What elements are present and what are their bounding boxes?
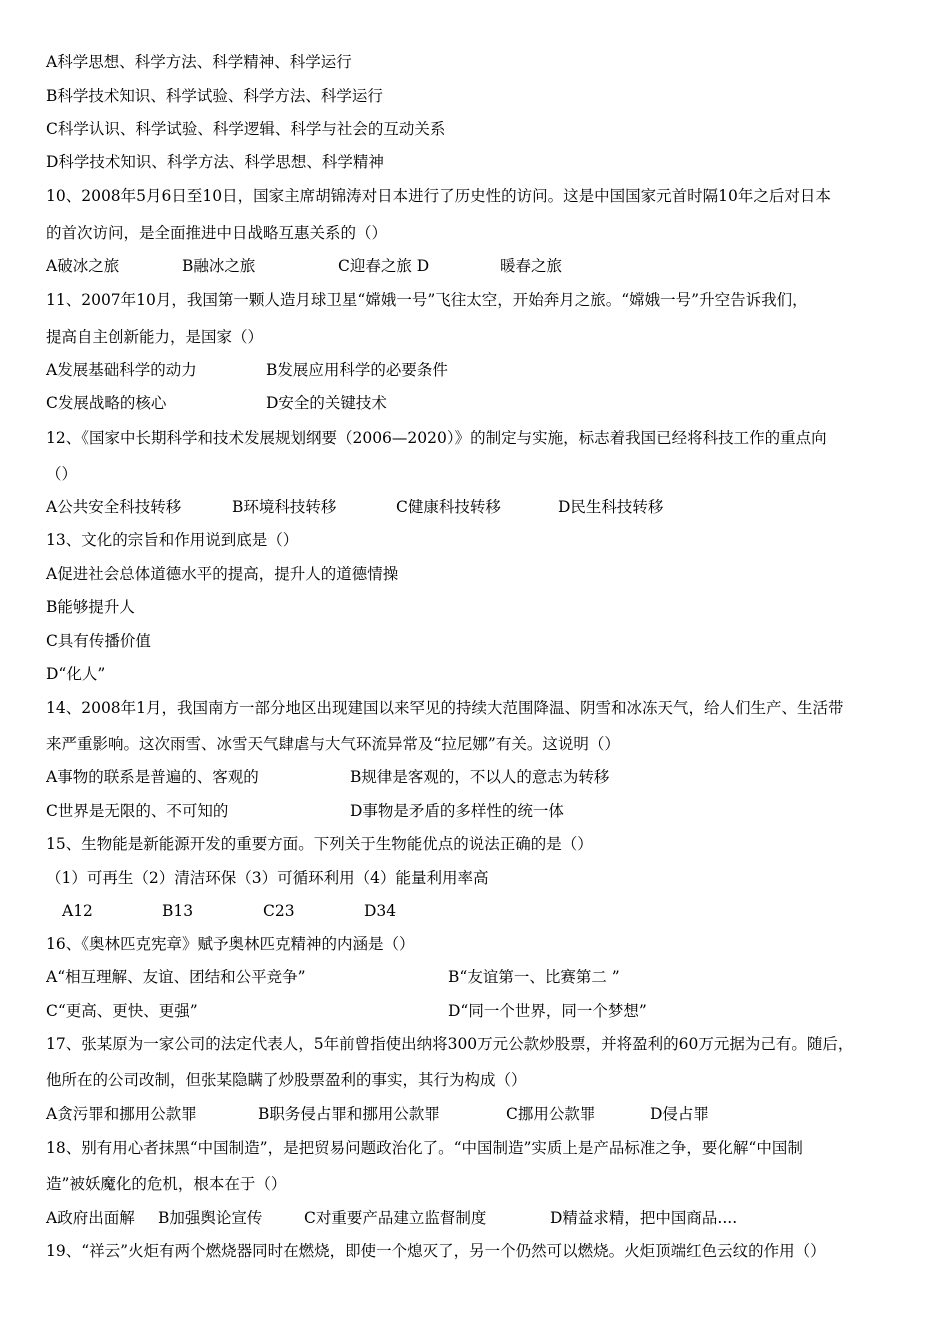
q15-option-b: B13 [162, 902, 194, 920]
q16-option-b: B“友谊第一、比赛第二 ” [448, 968, 620, 986]
option-b: B科学技术知识、科学试验、科学方法、科学运行 [46, 87, 383, 105]
question-12-text-cont: （） [46, 465, 78, 483]
q15-option-d: D34 [364, 902, 397, 920]
question-11-text: 11、2007年10月，我国第一颗人造月球卫星“嫦娥一号”飞往太空，开始奔月之旅。“嫦娥一号”升空告诉我们， [46, 291, 808, 309]
q16-option-c: C“更高、更快、更强” [46, 1002, 198, 1020]
q18-option-a: A政府出面解 [46, 1209, 135, 1227]
q12-option-c: C健康科技转移 [396, 498, 501, 516]
q15-option-c: C23 [263, 902, 295, 920]
question-17-text: 17、张某原为一家公司的法定代表人，5年前曾指使出纳将300万元公款炒股票，并将盈利的60万元据为己有。随后， [46, 1035, 854, 1053]
q18-option-c: C对重要产品建立监督制度 [304, 1209, 487, 1227]
q16-option-a: A“相互理解、友谊、团结和公平竞争” [46, 968, 306, 986]
question-10-text: 10、2008年5月6日至10日，国家主席胡锦涛对日本进行了历史性的访问。这是中国国家元首时隔10年之后对日本 [46, 187, 831, 205]
q11-option-c: C发展战略的核心 [46, 394, 167, 412]
q11-option-d: D安全的关键技术 [266, 394, 387, 412]
q11-option-b: B发展应用科学的必要条件 [266, 361, 448, 379]
question-18-text: 18、别有用心者抹黑“中国制造”，是把贸易问题政治化了。“中国制造”实质上是产品标准之争，要化解“中国制 [46, 1139, 803, 1157]
question-13-text: 13、文化的宗旨和作用说到底是（） [46, 531, 299, 549]
q14-option-b: B规律是客观的，不以人的意志为转移 [350, 768, 610, 786]
q12-option-d: D民生科技转移 [558, 498, 664, 516]
question-19-text: 19、“祥云”火炬有两个燃烧器同时在燃烧，即使一个熄灭了，另一个仍然可以燃烧。火炬顶端红色云纹的作用（） [46, 1242, 826, 1260]
option-d: D科学技术知识、科学方法、科学思想、科学精神 [46, 153, 384, 171]
q13-option-a: A促进社会总体道德水平的提高，提升人的道德情操 [46, 565, 399, 583]
option-a: A科学思想、科学方法、科学精神、科学运行 [46, 53, 352, 71]
q13-option-c: C具有传播价值 [46, 632, 151, 650]
q14-option-c: C世界是无限的、不可知的 [46, 802, 229, 820]
question-15-items: （1）可再生（2）清洁环保（3）可循环利用（4）能量利用率高 [46, 869, 489, 887]
option-c: C科学认识、科学试验、科学逻辑、科学与社会的互动关系 [46, 120, 446, 138]
q12-option-a: A公共安全科技转移 [46, 498, 182, 516]
q11-option-a: A发展基础科学的动力 [46, 361, 197, 379]
q10-option-b: B融冰之旅 [182, 257, 256, 275]
q18-option-b: B加强舆论宣传 [158, 1209, 263, 1227]
q12-option-b: B环境科技转移 [232, 498, 337, 516]
q17-option-a: A贪污罪和挪用公款罪 [46, 1105, 197, 1123]
q15-option-a: A12 [62, 902, 93, 920]
q10-option-d: 暖春之旅 [500, 257, 563, 275]
question-10-text-cont: 的首次访问，是全面推进中日战略互惠关系的（） [46, 224, 388, 242]
q13-option-d: D“化人” [46, 665, 106, 683]
question-14-text-cont: 来严重影响。这次雨雪、冰雪天气肆虐与大气环流异常及“拉尼娜”有关。这说明（） [46, 735, 620, 753]
q14-option-a: A事物的联系是普遍的、客观的 [46, 768, 259, 786]
q10-option-a: A破冰之旅 [46, 257, 120, 275]
question-17-text-cont: 他所在的公司改制，但张某隐瞒了炒股票盈利的事实，其行为构成（） [46, 1071, 527, 1089]
question-16-text: 16、《奥林匹克宪章》赋予奥林匹克精神的内涵是（） [46, 935, 415, 953]
question-15-text: 15、生物能是新能源开发的重要方面。下列关于生物能优点的说法正确的是（） [46, 835, 593, 853]
q17-option-c: C挪用公款罪 [506, 1105, 596, 1123]
q18-option-d: D精益求精，把中国商品.... [550, 1209, 738, 1227]
q13-option-b: B能够提升人 [46, 598, 135, 616]
q17-option-b: B职务侵占罪和挪用公款罪 [258, 1105, 440, 1123]
question-18-text-cont: 造”被妖魔化的危机，根本在于（） [46, 1175, 287, 1193]
q16-option-d: D“同一个世界，同一个梦想” [448, 1002, 647, 1020]
question-11-text-cont: 提高自主创新能力，是国家（） [46, 328, 264, 346]
q17-option-d: D侵占罪 [650, 1105, 709, 1123]
question-14-text: 14、2008年1月，我国南方一部分地区出现建国以来罕见的持续大范围降温、阴雪和冰冻天气，给人们生产、生活带 [46, 699, 844, 717]
q14-option-d: D事物是矛盾的多样性的统一体 [350, 802, 564, 820]
question-12-text: 12、《国家中长期科学和技术发展规划纲要（2006—2020）》的制定与实施，标志着我国已经将科技工作的重点向 [46, 429, 827, 447]
q10-option-c: C迎春之旅 D [338, 257, 430, 275]
